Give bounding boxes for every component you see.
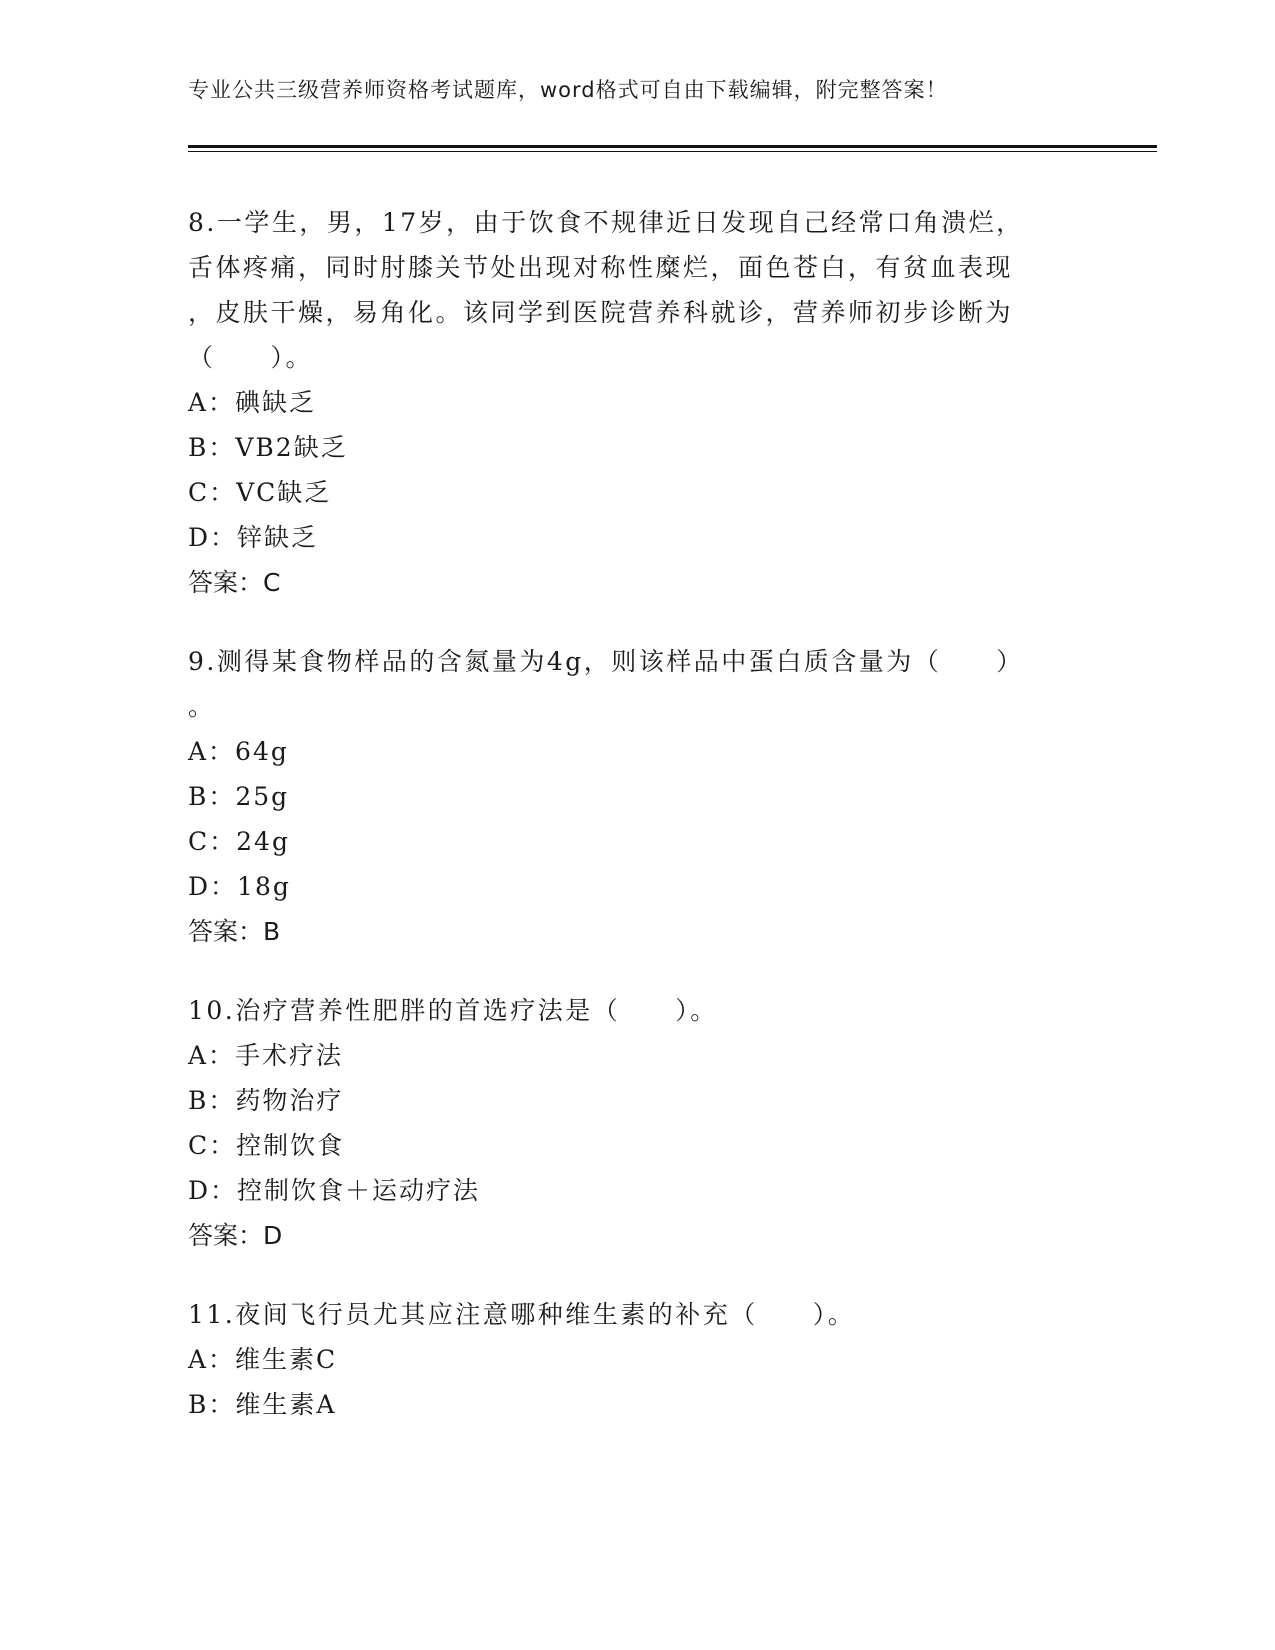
answer: 答案：D [188,1221,283,1250]
option-d: D：18g [188,872,291,901]
option-c: C：VC缺乏 [188,478,332,507]
question-line: 10.治疗营养性肥胖的首选疗法是（ ）。 [188,996,718,1025]
option-a: A：维生素C [188,1345,338,1374]
question-11 [188,1292,1068,1427]
question-8 [188,200,1068,605]
option-a: A：碘缺乏 [188,388,317,417]
header-rule-thick [188,145,1157,148]
page-header: 专业公共三级营养师资格考试题库，word格式可自由下载编辑，附完整答案！ [188,78,948,102]
question-10 [188,988,1068,1258]
option-d: D：锌缺乏 [188,523,319,552]
question-line: ，皮肤干燥，易角化。该同学到医院营养科就诊，营养师初步诊断为 [188,298,1014,327]
question-line: 11.夜间飞行员尤其应注意哪种维生素的补充（ ）。 [188,1300,856,1329]
question-list [188,200,1068,1461]
question-line: 9.测得某食物样品的含氮量为4g，则该样品中蛋白质含量为（ ） [188,647,1024,676]
question-9 [188,639,1068,954]
option-b: B：25g [188,782,290,811]
option-b: B：VB2缺乏 [188,433,348,462]
question-text [188,200,1068,380]
question-line: 舌体疼痛，同时肘膝关节处出现对称性糜烂，面色苍白，有贫血表现 [188,253,1014,282]
answer: 答案：C [188,568,281,597]
option-a: A：64g [188,737,289,766]
question-text [188,639,1068,729]
option-c: C：24g [188,827,290,856]
option-b: B：药物治疗 [188,1086,344,1115]
question-line: 。 [188,692,216,721]
question-line: （ ）。 [188,343,314,372]
option-a: A：手术疗法 [188,1041,344,1070]
question-text [188,988,1068,1033]
header-rule-thin [188,151,1157,152]
question-line: 8.一学生，男，17岁，由于饮食不规律近日发现自己经常口角溃烂， [188,208,1024,237]
question-text [188,1292,1068,1337]
option-d: D：控制饮食＋运动疗法 [188,1176,481,1205]
answer: 答案：B [188,917,281,946]
option-c: C：控制饮食 [188,1131,345,1160]
option-b: B：维生素A [188,1390,337,1419]
